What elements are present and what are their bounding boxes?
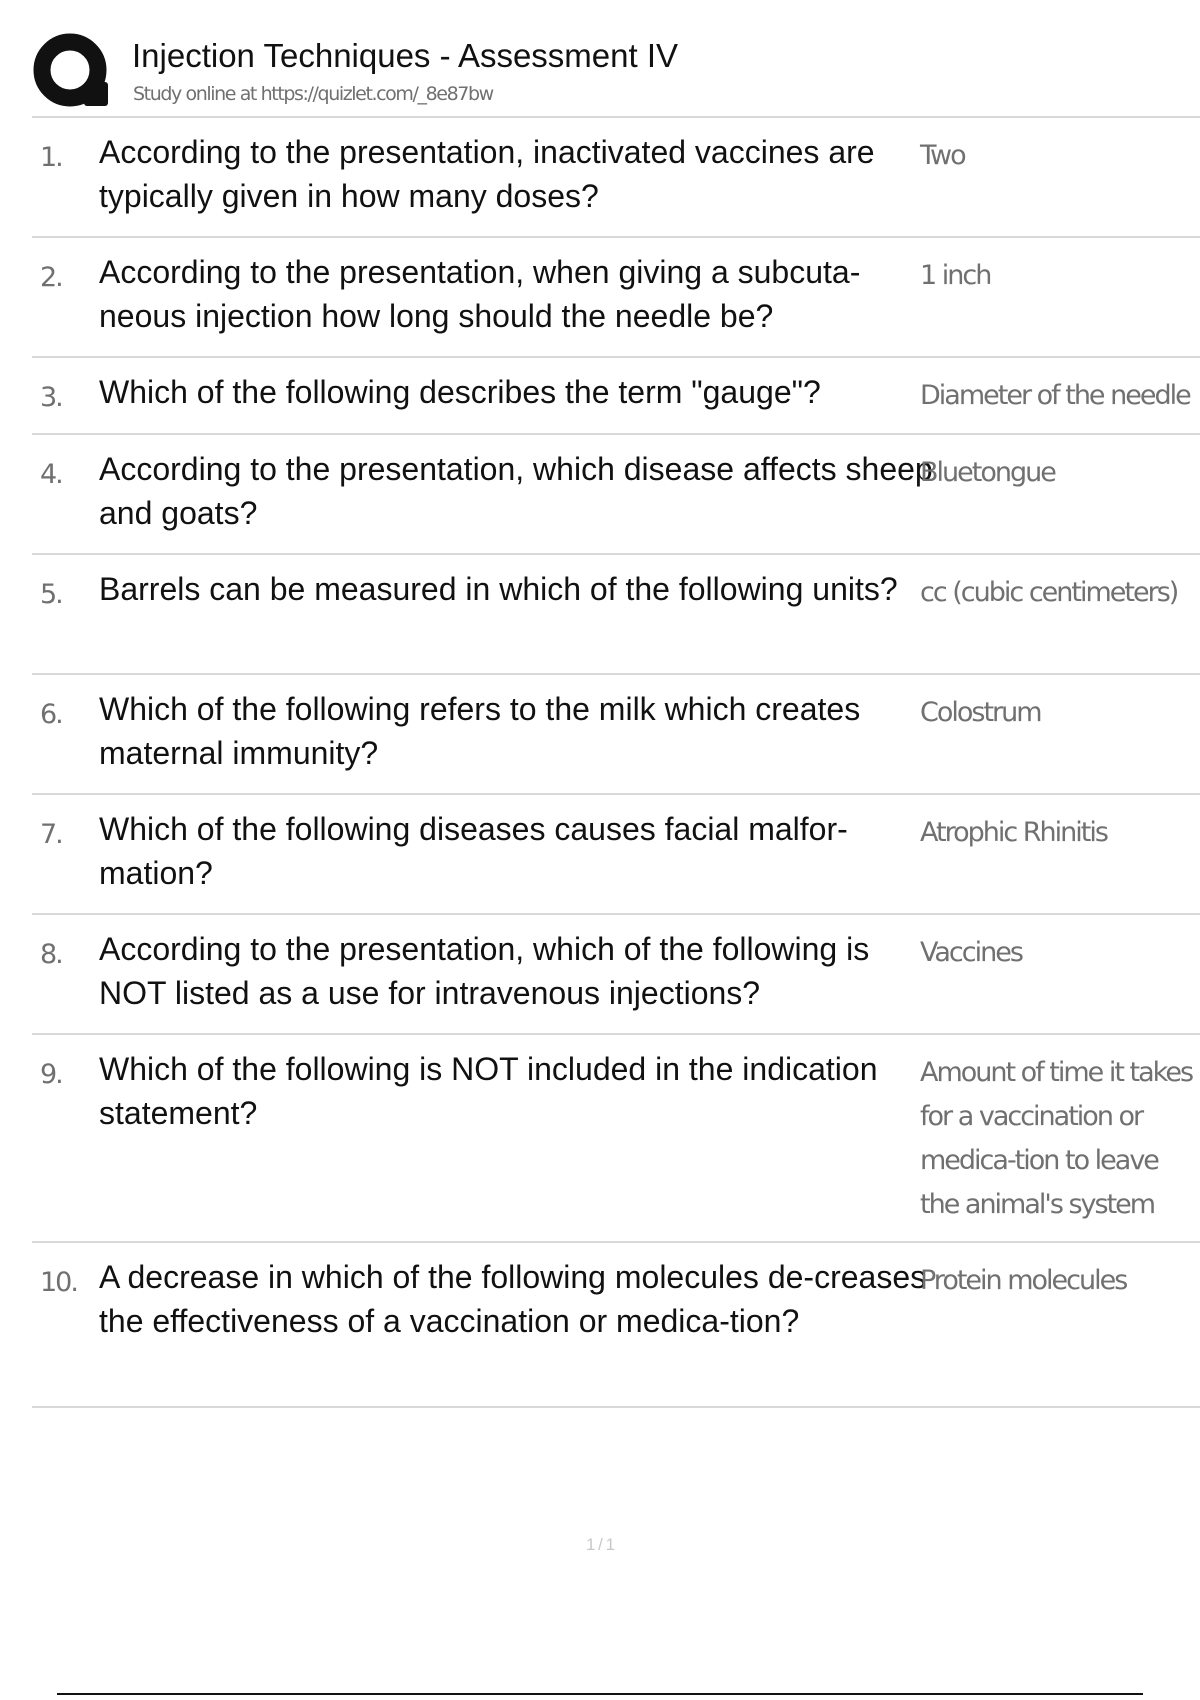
flashcard-row — [32, 1035, 1200, 1243]
bottom-divider — [57, 1693, 1143, 1695]
card-number: 3. — [40, 382, 62, 413]
page-indicator: 1 / 1 — [585, 1535, 615, 1554]
flashcard-row — [32, 435, 1200, 555]
page-title: Injection Techniques - Assessment IV — [132, 37, 679, 74]
card-term: According to the presentation, which of the following is NOT listed as a use for intravenous injections? — [99, 931, 870, 1011]
card-number: 6. — [40, 699, 62, 730]
card-number: 10. — [40, 1267, 77, 1298]
flashcard-row — [32, 675, 1200, 795]
flashcard-row — [32, 915, 1200, 1035]
card-definition: Colostrum — [920, 697, 1041, 728]
card-number: 8. — [40, 939, 62, 970]
flashcard-row — [32, 795, 1200, 915]
card-number: 1. — [40, 142, 62, 173]
card-definition: Two — [920, 140, 965, 171]
card-definition: Bluetongue — [920, 457, 1055, 488]
card-number: 5. — [40, 579, 62, 610]
card-definition: Protein molecules — [920, 1265, 1127, 1296]
quizlet-logo-icon — [32, 32, 112, 112]
card-definition: cc (cubic centimeters) — [920, 577, 1178, 608]
card-definition: 1 inch — [920, 260, 991, 291]
card-term: Barrels can be measured in which of the following units? — [99, 571, 898, 607]
flashcard-row — [32, 1243, 1200, 1408]
card-definition: Diameter of the needle — [920, 380, 1190, 411]
study-online-link[interactable]: Study online at https://quizlet.com/_8e87bw — [133, 83, 493, 105]
card-term: Which of the following diseases causes facial malfor-mation? — [99, 811, 848, 891]
card-term: A decrease in which of the following molecules de-creases the effectiveness of a vaccination or medica-tion? — [99, 1259, 927, 1339]
card-number: 7. — [40, 819, 62, 850]
flashcard-row — [32, 118, 1200, 238]
flashcard-row — [32, 358, 1200, 435]
card-definition: Amount of time it takes for a vaccination or medica-tion to leave the animal's system — [920, 1057, 1193, 1220]
card-term: Which of the following describes the term "gauge"? — [99, 374, 821, 410]
card-definition: Vaccines — [920, 937, 1022, 968]
flashcard-list — [32, 118, 1200, 1408]
card-number: 4. — [40, 459, 62, 490]
card-definition: Atrophic Rhinitis — [920, 817, 1107, 848]
card-term: According to the presentation, inactivated vaccines are typically given in how many doses? — [99, 134, 875, 214]
card-term: Which of the following refers to the milk which creates maternal immunity? — [99, 691, 861, 771]
card-term: According to the presentation, when giving a subcuta-neous injection how long should the needle be? — [99, 254, 861, 334]
page-header — [32, 30, 1200, 118]
card-number: 2. — [40, 262, 62, 293]
flashcard-row — [32, 238, 1200, 358]
flashcard-row — [32, 555, 1200, 675]
card-term: According to the presentation, which disease affects sheep and goats? — [99, 451, 933, 531]
card-term: Which of the following is NOT included in the indication statement? — [99, 1051, 878, 1131]
card-number: 9. — [40, 1059, 62, 1090]
